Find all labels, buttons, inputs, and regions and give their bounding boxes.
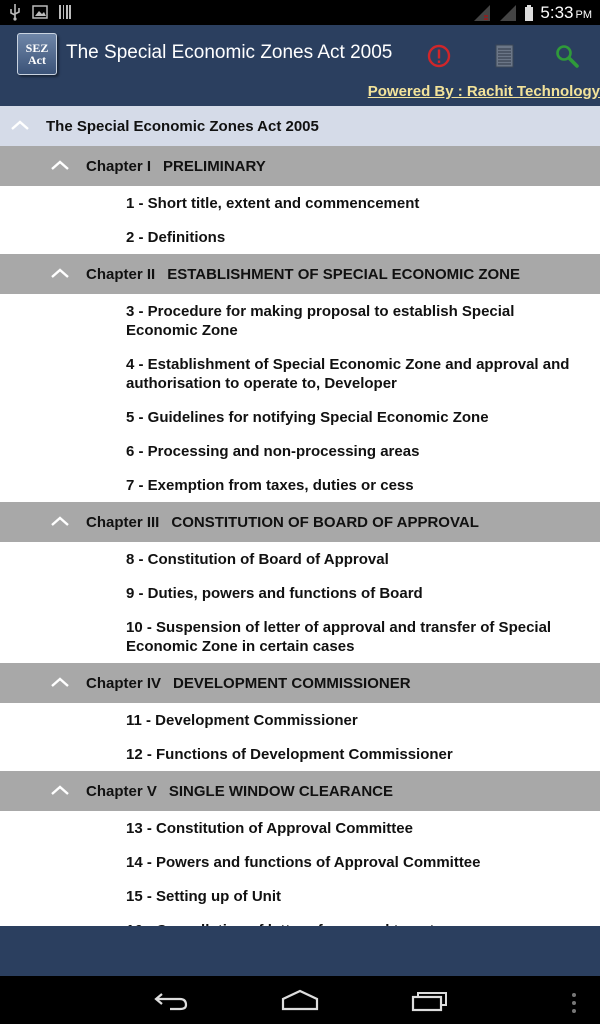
signal-icon (472, 4, 492, 22)
section-item[interactable]: 8 - Constitution of Board of Approval (126, 550, 389, 568)
signal-icon-2 (498, 4, 518, 22)
bottom-band (0, 926, 600, 976)
chapter-title: DEVELOPMENT COMMISSIONER (173, 674, 411, 692)
recent-apps-icon (410, 988, 450, 1012)
section-item[interactable]: 2 - Definitions (126, 228, 226, 246)
chapter-title: CONSTITUTION OF BOARD OF APPROVAL (171, 513, 479, 531)
status-time: 5:33 PM (540, 3, 592, 22)
chevron-up-icon (50, 675, 70, 692)
section-item[interactable]: 3 - Procedure for making proposal to establish Special Economic Zone (126, 302, 515, 339)
navigation-bar (0, 976, 600, 1024)
powered-by-link[interactable]: Powered By : Rachit Technology (367, 83, 600, 100)
more-vertical-icon (570, 992, 578, 1014)
chevron-up-icon (50, 783, 70, 800)
chevron-up-icon (50, 266, 70, 283)
chapter-title: ESTABLISHMENT OF SPECIAL ECONOMIC ZONE (167, 265, 520, 283)
document-icon (488, 40, 520, 72)
chevron-up-icon (10, 118, 30, 135)
chapter-row[interactable] (0, 254, 600, 294)
chapter-title: PRELIMINARY (163, 157, 266, 175)
chapter-number: Chapter III (86, 513, 160, 531)
section-item[interactable]: 13 - Constitution of Approval Committee (126, 819, 413, 837)
search-icon (551, 40, 583, 72)
home-icon (280, 988, 320, 1012)
contents-tree (0, 106, 600, 926)
section-item[interactable]: 4 - Establishment of Special Economic Zone and approval and authorisation to operate to, Developer (126, 355, 570, 392)
chapter-row[interactable] (0, 771, 600, 811)
back-icon (152, 988, 190, 1012)
home-button[interactable] (280, 988, 320, 1017)
section-item[interactable]: 10 - Suspension of letter of approval and transfer of Special Economic Zone in certain cases (126, 618, 552, 655)
chevron-up-icon (50, 158, 70, 175)
usb-icon (8, 3, 22, 21)
status-bar (0, 0, 600, 25)
action-bar (0, 25, 600, 106)
chapter-row[interactable] (0, 502, 600, 542)
section-item[interactable]: 6 - Processing and non-processing areas (126, 442, 420, 460)
status-system (472, 3, 592, 23)
section-item[interactable]: 11 - Development Commissioner (126, 711, 358, 729)
chapter-number: Chapter IV (86, 674, 162, 692)
chapter-number: Chapter V (86, 782, 157, 800)
back-button[interactable] (152, 988, 190, 1017)
overflow-menu-button[interactable] (570, 992, 578, 1019)
section-item[interactable]: 9 - Duties, powers and functions of Board (126, 584, 423, 602)
app-logo[interactable]: SEZ Act (17, 33, 57, 75)
status-notifications (8, 3, 72, 21)
chapter-number: Chapter I (86, 157, 152, 175)
chapter-title: SINGLE WINDOW CLEARANCE (168, 782, 394, 800)
section-item[interactable]: 7 - Exemption from taxes, duties or cess (126, 476, 414, 494)
recent-apps-button[interactable] (410, 988, 450, 1017)
tree-root[interactable] (0, 106, 600, 146)
section-item[interactable]: 14 - Powers and functions of Approval Committee (126, 853, 481, 871)
chevron-up-icon (50, 514, 70, 531)
barcode-icon (58, 4, 72, 20)
section-item[interactable]: 5 - Guidelines for notifying Special Economic Zone (126, 408, 489, 426)
chapter-number: Chapter II (86, 265, 156, 283)
info-icon (423, 40, 455, 72)
section-item[interactable]: 1 - Short title, extent and commencement (126, 194, 420, 212)
section-item[interactable]: 15 - Setting up of Unit (126, 887, 281, 905)
tree-root-label: The Special Economic Zones Act 2005 (46, 117, 319, 135)
search-button[interactable] (551, 40, 583, 72)
chapter-row[interactable] (0, 663, 600, 703)
index-button[interactable] (488, 40, 520, 72)
info-button[interactable] (423, 40, 455, 72)
image-icon (32, 4, 48, 20)
app-title: The Special Economic Zones Act 2005 (66, 42, 393, 63)
chapter-row[interactable] (0, 146, 600, 186)
section-item[interactable]: 12 - Functions of Development Commissioner (126, 745, 453, 763)
battery-icon (524, 4, 534, 22)
